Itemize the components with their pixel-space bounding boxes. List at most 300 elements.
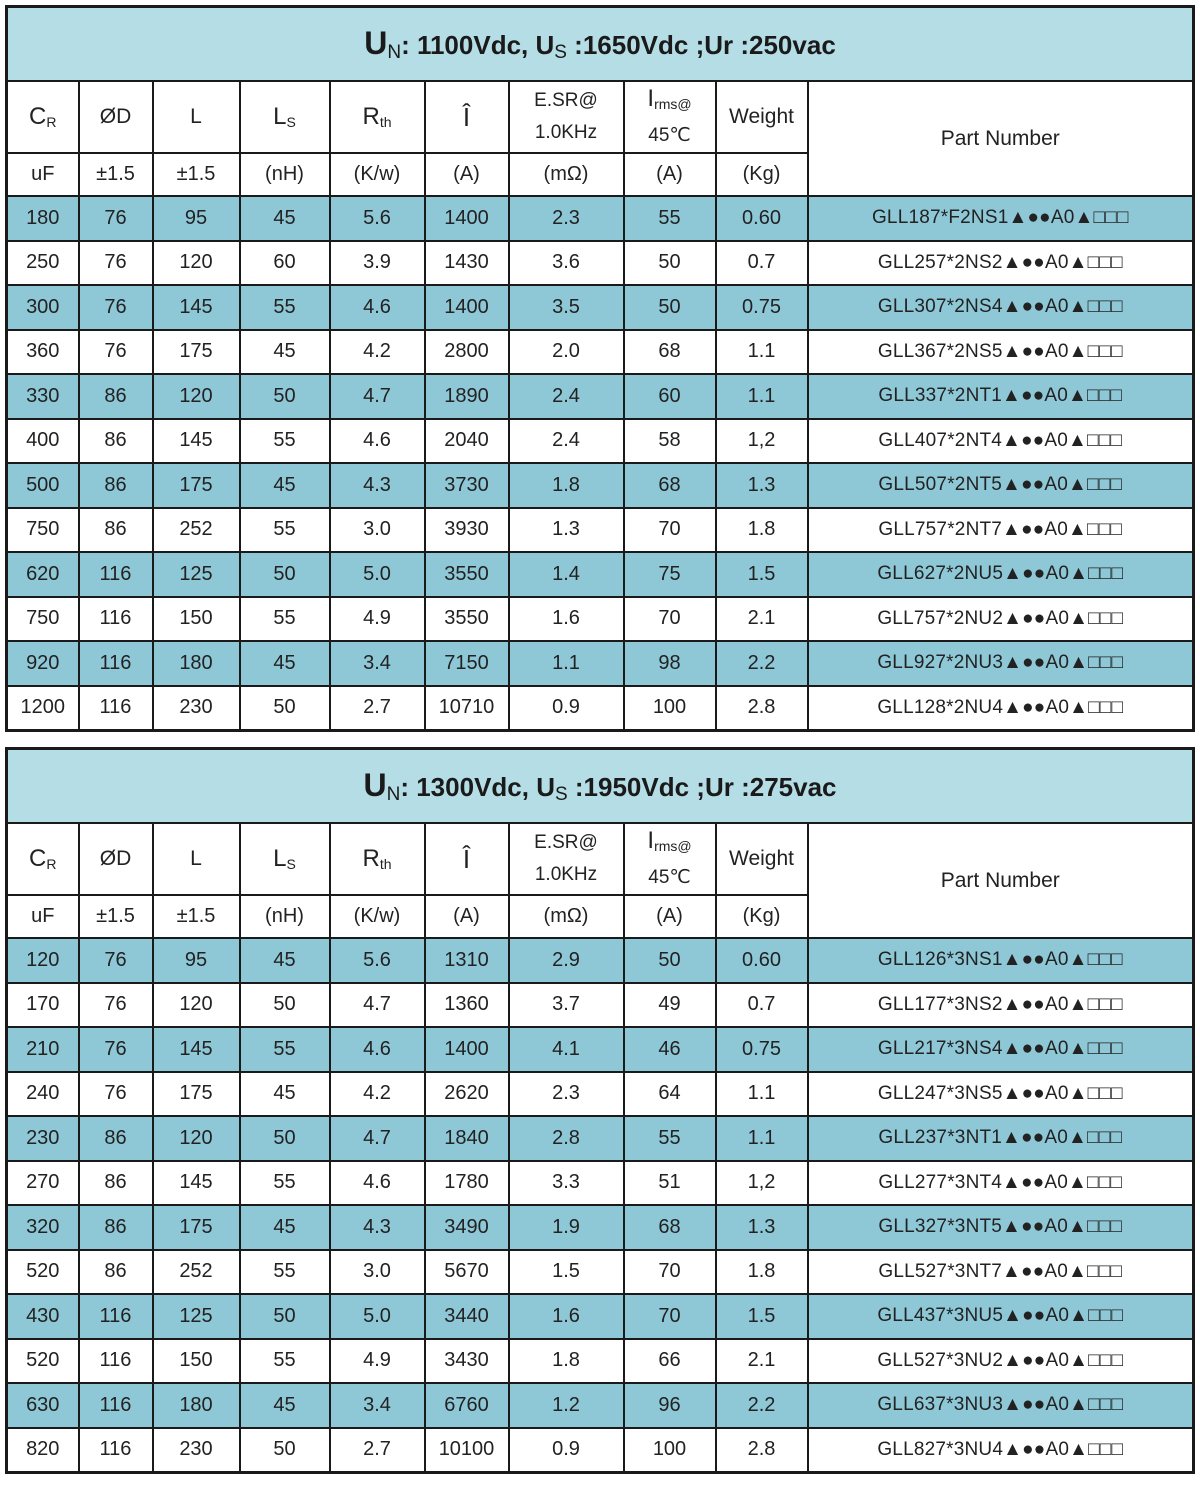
weight-cell: 2.2 [716,1383,808,1428]
inductance-cell: 60 [240,241,330,286]
rms-current-cell: 68 [624,1205,716,1250]
esr-cell: 2.4 [509,419,624,464]
part-number-cell: GLL827*3NU4▲●●A0▲□□□ [808,1428,1194,1473]
thermal-resistance-cell: 3.9 [330,241,425,286]
thermal-resistance-cell: 4.9 [330,1339,425,1384]
length-cell: 95 [153,196,240,241]
title-rest: :1650Vdc ;Ur :250vac [566,29,836,60]
inductance-cell: 55 [240,1339,330,1384]
rms-current-cell: 75 [624,552,716,597]
diameter-cell: 116 [79,1339,153,1384]
part-number-cell: GLL527*3NT7▲●●A0▲□□□ [808,1250,1194,1295]
diameter-cell: 116 [79,1428,153,1473]
rms-current-cell: 100 [624,1428,716,1473]
table-row [7,241,1194,286]
part-number-cell: GLL177*3NS2▲●●A0▲□□□ [808,983,1194,1028]
esr-cell: 2.3 [509,1072,624,1117]
peak-current-cell: 3550 [425,597,509,642]
weight-cell: 0.7 [716,983,808,1028]
esr-cell: 0.9 [509,1428,624,1473]
part-number-cell: GLL627*2NU5▲●●A0▲□□□ [808,552,1194,597]
peak-current-cell: 2800 [425,330,509,375]
unit-cell: (mΩ) [509,895,624,938]
rms-current-cell: 51 [624,1161,716,1206]
length-cell: 175 [153,463,240,508]
header-l: L [153,81,240,153]
inductance-cell: 50 [240,374,330,419]
part-number-cell: GLL757*2NU2▲●●A0▲□□□ [808,597,1194,642]
capacitance-cell: 300 [7,285,79,330]
diameter-cell: 86 [79,374,153,419]
header-ls: LS [240,823,330,895]
inductance-cell: 45 [240,1383,330,1428]
header-od: ØD [79,823,153,895]
part-number-cell: GLL527*3NU2▲●●A0▲□□□ [808,1339,1194,1384]
capacitance-cell: 360 [7,330,79,375]
length-cell: 120 [153,1116,240,1161]
peak-current-cell: 1890 [425,374,509,419]
capacitance-cell: 240 [7,1072,79,1117]
header-esr: E.SR@ 1.0KHz [509,81,624,153]
weight-cell: 1.1 [716,1116,808,1161]
peak-current-cell: 6760 [425,1383,509,1428]
title-us-sub: S [554,41,567,63]
thermal-resistance-cell: 5.0 [330,1294,425,1339]
length-cell: 175 [153,330,240,375]
inductance-cell: 55 [240,419,330,464]
diameter-cell: 76 [79,983,153,1028]
table-title-row [7,749,1194,824]
unit-cell: ±1.5 [79,153,153,196]
peak-current-cell: 1400 [425,1027,509,1072]
peak-current-cell: 10710 [425,686,509,731]
thermal-resistance-cell: 4.6 [330,419,425,464]
esr-cell: 3.3 [509,1161,624,1206]
length-cell: 150 [153,1339,240,1384]
esr-cell: 2.8 [509,1116,624,1161]
length-cell: 125 [153,552,240,597]
rms-current-cell: 70 [624,1294,716,1339]
esr-cell: 2.4 [509,374,624,419]
table-row [7,597,1194,642]
diameter-cell: 116 [79,1294,153,1339]
length-cell: 120 [153,983,240,1028]
peak-current-cell: 3490 [425,1205,509,1250]
unit-cell: (mΩ) [509,153,624,196]
inductance-cell: 45 [240,330,330,375]
diameter-cell: 76 [79,1027,153,1072]
weight-cell: 0.7 [716,241,808,286]
thermal-resistance-cell: 3.0 [330,1250,425,1295]
diameter-cell: 86 [79,508,153,553]
table-row [7,983,1194,1028]
part-number-cell: GLL277*3NT4▲●●A0▲□□□ [808,1161,1194,1206]
header-part-number: Part Number [808,81,1194,196]
capacitance-cell: 620 [7,552,79,597]
inductance-cell: 45 [240,1072,330,1117]
rms-current-cell: 70 [624,1250,716,1295]
peak-current-cell: 1840 [425,1116,509,1161]
peak-current-cell: 1360 [425,983,509,1028]
weight-cell: 1.8 [716,1250,808,1295]
header-esr: E.SR@ 1.0KHz [509,823,624,895]
length-cell: 125 [153,1294,240,1339]
capacitance-cell: 750 [7,597,79,642]
table-row [7,1072,1194,1117]
length-cell: 230 [153,686,240,731]
rms-current-cell: 50 [624,285,716,330]
header-cr: CR [7,823,79,895]
diameter-cell: 86 [79,1250,153,1295]
table-row [7,1027,1194,1072]
length-cell: 175 [153,1072,240,1117]
header-weight: Weight [716,823,808,895]
inductance-cell: 55 [240,508,330,553]
table-row [7,285,1194,330]
peak-current-cell: 3930 [425,508,509,553]
inductance-cell: 55 [240,1027,330,1072]
diameter-cell: 76 [79,196,153,241]
part-number-cell: GLL337*2NT1▲●●A0▲□□□ [808,374,1194,419]
esr-cell: 0.9 [509,686,624,731]
diameter-cell: 116 [79,552,153,597]
rms-current-cell: 60 [624,374,716,419]
rms-current-cell: 50 [624,938,716,983]
capacitance-cell: 920 [7,641,79,686]
thermal-resistance-cell: 5.6 [330,196,425,241]
length-cell: 120 [153,374,240,419]
capacitance-cell: 750 [7,508,79,553]
capacitance-cell: 250 [7,241,79,286]
rms-current-cell: 70 [624,597,716,642]
thermal-resistance-cell: 3.4 [330,1383,425,1428]
inductance-cell: 45 [240,938,330,983]
unit-cell: (Kg) [716,153,808,196]
length-cell: 252 [153,1250,240,1295]
peak-current-cell: 1310 [425,938,509,983]
inductance-cell: 45 [240,196,330,241]
header-od: ØD [79,81,153,153]
thermal-resistance-cell: 4.7 [330,1116,425,1161]
length-cell: 145 [153,1027,240,1072]
peak-current-cell: 7150 [425,641,509,686]
weight-cell: 1,2 [716,1161,808,1206]
unit-cell: (K/w) [330,153,425,196]
diameter-cell: 86 [79,419,153,464]
weight-cell: 1.3 [716,1205,808,1250]
thermal-resistance-cell: 4.6 [330,1161,425,1206]
inductance-cell: 55 [240,597,330,642]
table-row [7,1339,1194,1384]
diameter-cell: 86 [79,463,153,508]
part-number-cell: GLL257*2NS2▲●●A0▲□□□ [808,241,1194,286]
rms-current-cell: 100 [624,686,716,731]
part-number-cell: GLL217*3NS4▲●●A0▲□□□ [808,1027,1194,1072]
rms-current-cell: 70 [624,508,716,553]
peak-current-cell: 2040 [425,419,509,464]
esr-cell: 1.4 [509,552,624,597]
weight-cell: 1.1 [716,330,808,375]
weight-cell: 1.1 [716,1072,808,1117]
weight-cell: 0.60 [716,938,808,983]
capacitance-cell: 170 [7,983,79,1028]
inductance-cell: 45 [240,641,330,686]
rms-current-cell: 96 [624,1383,716,1428]
diameter-cell: 116 [79,686,153,731]
esr-cell: 3.6 [509,241,624,286]
part-number-cell: GLL187*F2NS1▲●●A0▲□□□ [808,196,1194,241]
rms-current-cell: 98 [624,641,716,686]
diameter-cell: 116 [79,597,153,642]
header-weight: Weight [716,81,808,153]
thermal-resistance-cell: 4.2 [330,1072,425,1117]
weight-cell: 1.3 [716,463,808,508]
rms-current-cell: 55 [624,1116,716,1161]
header-row [7,823,1194,895]
length-cell: 145 [153,1161,240,1206]
diameter-cell: 116 [79,641,153,686]
diameter-cell: 86 [79,1116,153,1161]
diameter-cell: 86 [79,1161,153,1206]
diameter-cell: 76 [79,241,153,286]
capacitance-cell: 180 [7,196,79,241]
rms-current-cell: 64 [624,1072,716,1117]
header-ihat: Î [425,823,509,895]
thermal-resistance-cell: 5.0 [330,552,425,597]
unit-cell: (A) [425,153,509,196]
title-us-sub: S [554,783,568,805]
header-irms: Irms@ 45℃ [624,81,716,153]
capacitance-cell: 330 [7,374,79,419]
capacitance-cell: 120 [7,938,79,983]
inductance-cell: 50 [240,1116,330,1161]
length-cell: 175 [153,1205,240,1250]
title-u-sub: N [387,41,402,63]
unit-cell: uF [7,153,79,196]
weight-cell: 1.1 [716,374,808,419]
part-number-cell: GLL307*2NS4▲●●A0▲□□□ [808,285,1194,330]
part-number-cell: GLL367*2NS5▲●●A0▲□□□ [808,330,1194,375]
table-row [7,1161,1194,1206]
inductance-cell: 45 [240,1205,330,1250]
spec-table-1 [5,5,1195,732]
unit-cell: (A) [624,895,716,938]
diameter-cell: 76 [79,285,153,330]
part-number-cell: GLL247*3NS5▲●●A0▲□□□ [808,1072,1194,1117]
table-row [7,419,1194,464]
peak-current-cell: 3440 [425,1294,509,1339]
length-cell: 145 [153,285,240,330]
capacitance-cell: 820 [7,1428,79,1473]
inductance-cell: 50 [240,686,330,731]
part-number-cell: GLL128*2NU4▲●●A0▲□□□ [808,686,1194,731]
inductance-cell: 50 [240,983,330,1028]
esr-cell: 1.3 [509,508,624,553]
header-row [7,81,1194,153]
esr-cell: 2.3 [509,196,624,241]
table-row [7,1383,1194,1428]
weight-cell: 1.5 [716,552,808,597]
table-row [7,1428,1194,1473]
capacitance-cell: 230 [7,1116,79,1161]
part-number-cell: GLL507*2NT5▲●●A0▲□□□ [808,463,1194,508]
thermal-resistance-cell: 5.6 [330,938,425,983]
esr-cell: 1.1 [509,641,624,686]
rms-current-cell: 50 [624,241,716,286]
unit-cell: (A) [624,153,716,196]
table-title-row [7,7,1194,82]
thermal-resistance-cell: 4.6 [330,285,425,330]
peak-current-cell: 3430 [425,1339,509,1384]
unit-cell: ±1.5 [153,153,240,196]
length-cell: 252 [153,508,240,553]
rms-current-cell: 68 [624,330,716,375]
capacitance-cell: 430 [7,1294,79,1339]
table-row [7,196,1194,241]
esr-cell: 1.2 [509,1383,624,1428]
header-rth: Rth [330,81,425,153]
peak-current-cell: 1400 [425,196,509,241]
unit-cell: uF [7,895,79,938]
part-number-cell: GLL757*2NT7▲●●A0▲□□□ [808,508,1194,553]
title-u-letter: U [363,766,387,803]
length-cell: 180 [153,1383,240,1428]
rms-current-cell: 49 [624,983,716,1028]
unit-cell: (A) [425,895,509,938]
unit-cell: (nH) [240,153,330,196]
peak-current-cell: 1400 [425,285,509,330]
weight-cell: 1.8 [716,508,808,553]
part-number-cell: GLL927*2NU3▲●●A0▲□□□ [808,641,1194,686]
inductance-cell: 55 [240,1161,330,1206]
thermal-resistance-cell: 4.3 [330,463,425,508]
title-u-value: : 1300Vdc, U [400,771,555,802]
unit-cell: (K/w) [330,895,425,938]
header-ls: LS [240,81,330,153]
peak-current-cell: 2620 [425,1072,509,1117]
length-cell: 145 [153,419,240,464]
rms-current-cell: 46 [624,1027,716,1072]
weight-cell: 1,2 [716,419,808,464]
inductance-cell: 50 [240,552,330,597]
esr-cell: 1.9 [509,1205,624,1250]
thermal-resistance-cell: 4.7 [330,983,425,1028]
table-row [7,938,1194,983]
weight-cell: 2.8 [716,686,808,731]
capacitance-cell: 500 [7,463,79,508]
peak-current-cell: 3550 [425,552,509,597]
diameter-cell: 76 [79,938,153,983]
weight-cell: 2.8 [716,1428,808,1473]
esr-cell: 1.5 [509,1250,624,1295]
title-u-letter: U [364,24,388,61]
weight-cell: 0.60 [716,196,808,241]
weight-cell: 0.75 [716,1027,808,1072]
peak-current-cell: 1430 [425,241,509,286]
header-ihat: Î [425,81,509,153]
capacitance-cell: 630 [7,1383,79,1428]
rms-current-cell: 55 [624,196,716,241]
diameter-cell: 76 [79,330,153,375]
capacitance-cell: 520 [7,1339,79,1384]
capacitance-cell: 320 [7,1205,79,1250]
table-title [7,749,1194,824]
esr-cell: 1.6 [509,597,624,642]
thermal-resistance-cell: 2.7 [330,1428,425,1473]
thermal-resistance-cell: 3.4 [330,641,425,686]
thermal-resistance-cell: 4.6 [330,1027,425,1072]
header-cr: CR [7,81,79,153]
esr-cell: 1.8 [509,1339,624,1384]
inductance-cell: 45 [240,463,330,508]
peak-current-cell: 5670 [425,1250,509,1295]
part-number-cell: GLL407*2NT4▲●●A0▲□□□ [808,419,1194,464]
header-l: L [153,823,240,895]
length-cell: 180 [153,641,240,686]
thermal-resistance-cell: 4.3 [330,1205,425,1250]
table-row [7,1294,1194,1339]
thermal-resistance-cell: 4.2 [330,330,425,375]
esr-cell: 1.8 [509,463,624,508]
thermal-resistance-cell: 3.0 [330,508,425,553]
table-row [7,686,1194,731]
part-number-cell: GLL327*3NT5▲●●A0▲□□□ [808,1205,1194,1250]
part-number-cell: GLL237*3NT1▲●●A0▲□□□ [808,1116,1194,1161]
title-rest: :1950Vdc ;Ur :275vac [567,771,837,802]
weight-cell: 2.2 [716,641,808,686]
capacitance-cell: 400 [7,419,79,464]
weight-cell: 1.5 [716,1294,808,1339]
inductance-cell: 55 [240,285,330,330]
header-part-number: Part Number [808,823,1194,938]
rms-current-cell: 58 [624,419,716,464]
capacitance-cell: 1200 [7,686,79,731]
capacitance-cell: 270 [7,1161,79,1206]
title-u-value: : 1100Vdc, U [401,29,555,60]
part-number-cell: GLL437*3NU5▲●●A0▲□□□ [808,1294,1194,1339]
unit-cell: ±1.5 [153,895,240,938]
inductance-cell: 50 [240,1294,330,1339]
thermal-resistance-cell: 4.7 [330,374,425,419]
peak-current-cell: 3730 [425,463,509,508]
thermal-resistance-cell: 2.7 [330,686,425,731]
esr-cell: 3.7 [509,983,624,1028]
table-row [7,463,1194,508]
peak-current-cell: 10100 [425,1428,509,1473]
diameter-cell: 76 [79,1072,153,1117]
part-number-cell: GLL637*3NU3▲●●A0▲□□□ [808,1383,1194,1428]
table-row [7,552,1194,597]
weight-cell: 2.1 [716,597,808,642]
header-rth: Rth [330,823,425,895]
table-title [7,7,1194,82]
table-row [7,508,1194,553]
capacitance-cell: 520 [7,1250,79,1295]
table-row [7,1250,1194,1295]
unit-cell: (nH) [240,895,330,938]
esr-cell: 3.5 [509,285,624,330]
length-cell: 230 [153,1428,240,1473]
weight-cell: 0.75 [716,285,808,330]
diameter-cell: 86 [79,1205,153,1250]
table-row [7,1205,1194,1250]
unit-cell: (Kg) [716,895,808,938]
length-cell: 120 [153,241,240,286]
part-number-cell: GLL126*3NS1▲●●A0▲□□□ [808,938,1194,983]
capacitance-cell: 210 [7,1027,79,1072]
spec-table-2 [5,747,1195,1474]
inductance-cell: 50 [240,1428,330,1473]
